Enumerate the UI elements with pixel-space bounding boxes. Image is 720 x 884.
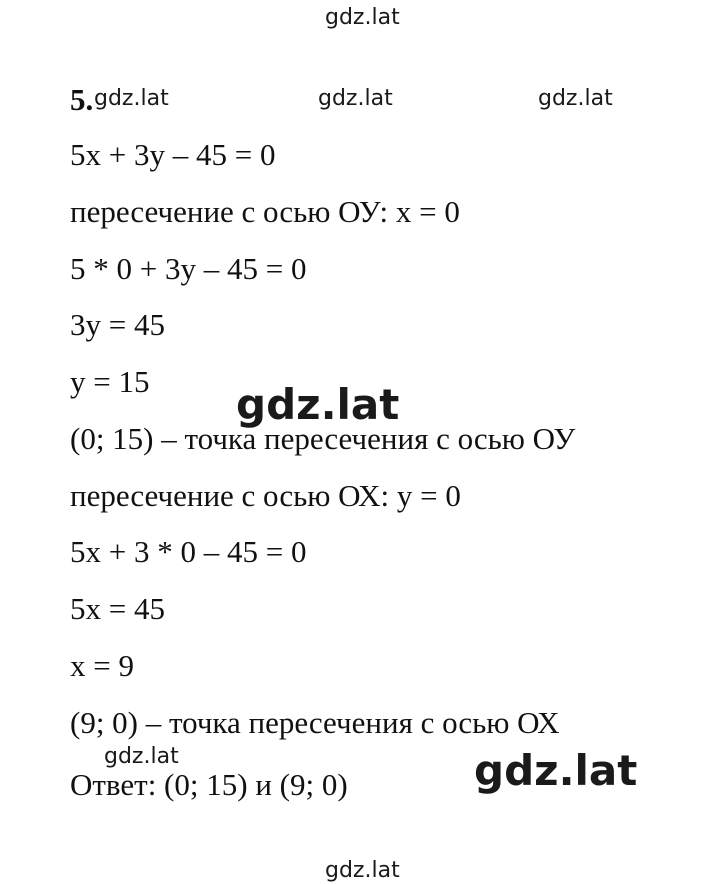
answer-line: Ответ: (0; 15) и (9; 0) <box>70 767 348 802</box>
watermark-row-2: gdz.lat <box>318 86 393 111</box>
watermark-bottom: gdz.lat <box>325 858 400 883</box>
solution-line-3: 5 * 0 + 3y – 45 = 0 <box>70 251 307 286</box>
solution-line-11: (9; 0) – точка пересечения с осью ОХ <box>70 705 560 740</box>
solution-line-2: пересечение с осью ОУ: x = 0 <box>70 194 460 229</box>
watermark-row-1: gdz.lat <box>94 86 169 111</box>
problem-number: 5. <box>70 82 94 117</box>
watermark-middle-big: gdz.lat <box>236 380 400 429</box>
watermark-top: gdz.lat <box>325 5 400 30</box>
solution-line-8: 5x + 3 * 0 – 45 = 0 <box>70 534 307 569</box>
watermark-lower-big: gdz.lat <box>474 746 638 795</box>
solution-line-9: 5x = 45 <box>70 591 165 626</box>
solution-line-4: 3y = 45 <box>70 307 165 342</box>
solution-line-1: 5x + 3y – 45 = 0 <box>70 137 276 172</box>
watermark-lower-small: gdz.lat <box>104 744 179 769</box>
solution-line-5: y = 15 <box>70 364 150 399</box>
solution-line-7: пересечение с осью ОХ: y = 0 <box>70 478 461 513</box>
solution-line-10: x = 9 <box>70 648 134 683</box>
watermark-row-3: gdz.lat <box>538 86 613 111</box>
solution-line-6: (0; 15) – точка пересечения с осью ОУ <box>70 421 576 456</box>
